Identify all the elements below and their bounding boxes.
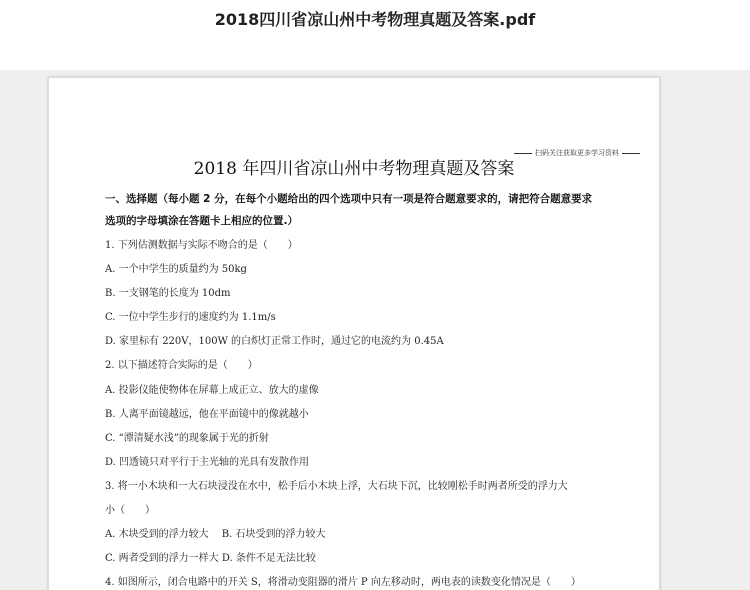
- question-line: D. 家里标有 220V，100W 的白炽灯正常工作时，通过它的电流约为 0.45A: [105, 336, 444, 348]
- section-heading-line-1: 一、选择题（每小题 2 分，在每个小题给出的四个选项中只有一项是符合题意要求的，请把符合题意要求: [105, 193, 593, 205]
- question-line: 4. 如图所示，闭合电路中的开关 S，将滑动变阻器的滑片 P 向左移动时，两电表的读数变化情况是（ ）: [105, 577, 581, 589]
- question-line: B. 一支钢笔的长度为 10dm: [105, 288, 231, 300]
- question-list: [105, 234, 625, 590]
- question-line: C. “潭清疑水浅”的现象属于光的折射: [105, 432, 269, 444]
- question-line: D. 凹透镜只对平行于主光轴的光具有发散作用: [105, 456, 310, 468]
- question-line: 3. 将一小木块和一大石块浸没在水中，松手后小木块上浮，大石块下沉，比较刚松手时两者所受的浮力大: [105, 480, 568, 492]
- question-line: A. 一个中学生的质量约为 50kg: [105, 264, 247, 276]
- question-line: A. 木块受到的浮力较大 B. 石块受到的浮力较大: [105, 529, 326, 541]
- watermark: [511, 148, 643, 158]
- question-line: 小（ ）: [105, 505, 155, 517]
- question-line: A. 投影仪能使物体在屏幕上成正立、放大的虚像: [105, 384, 319, 396]
- watermark-dash-left: [514, 153, 532, 154]
- section-heading: [105, 188, 625, 232]
- question-line: B. 人离平面镜越远，他在平面镜中的像就越小: [105, 408, 309, 420]
- watermark-dash-right: [622, 153, 640, 154]
- document-page[interactable]: [48, 77, 660, 590]
- question-line: C. 一位中学生步行的速度约为 1.1m/s: [105, 312, 276, 324]
- question-line: C. 两者受到的浮力一样大 D. 条件不足无法比较: [105, 553, 316, 565]
- viewer-header: [0, 0, 750, 70]
- section-heading-line-2: 选项的字母填涂在答题卡上相应的位置.）: [105, 215, 298, 227]
- watermark-text: 扫码关注获取更多学习资料: [535, 149, 619, 157]
- document-title: 2018 年四川省凉山州中考物理真题及答案: [193, 159, 515, 179]
- file-title: 2018四川省凉山州中考物理真题及答案.pdf: [214, 10, 536, 29]
- question-line: 2. 以下描述符合实际的是（ ）: [105, 360, 258, 372]
- question-line: 1. 下列估测数据与实际不吻合的是（ ）: [105, 240, 298, 251]
